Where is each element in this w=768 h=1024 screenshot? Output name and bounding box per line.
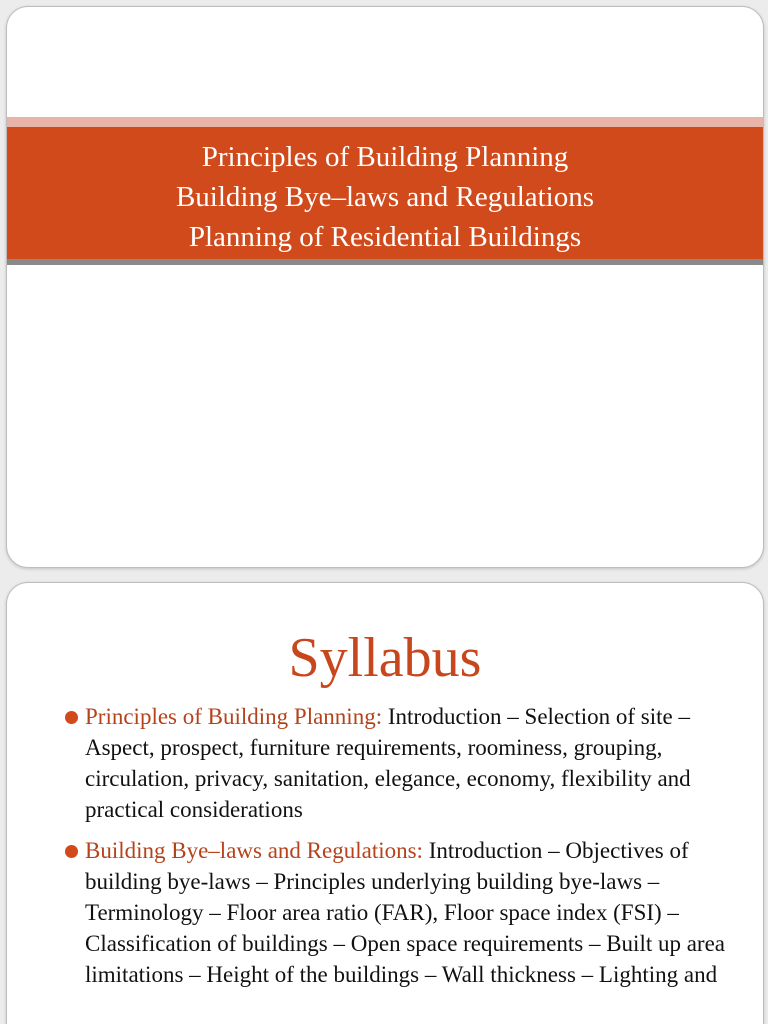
syllabus-heading: Syllabus xyxy=(288,627,482,689)
bullet-icon xyxy=(65,711,78,724)
bullet-topic: Principles of Building Planning: xyxy=(85,704,383,729)
title-line-2: Building Bye–laws and Regulations xyxy=(175,181,595,213)
syllabus-list xyxy=(85,701,737,1000)
title-line-1: Principles of Building Planning xyxy=(201,141,569,173)
title-slide xyxy=(6,6,764,568)
bullet-icon xyxy=(65,845,78,858)
bullet-text: Introduction – Selection of site – Aspect, prospect, furniture requirements, roominess, grouping, circulation, privacy, sanitation, elegance, economy, flexibility and practical considerations xyxy=(85,704,691,822)
title-band-highlight xyxy=(7,117,763,127)
syllabus-slide xyxy=(6,582,764,1024)
slide-title xyxy=(7,137,763,257)
list-item xyxy=(85,701,737,825)
bullet-text: Introduction – Objectives of building bye-laws – Principles underlying building bye-laws – Terminology – Floor area ratio (FAR), Floor space index (FSI) – Classification of buildings – Open space requirements – Built up area limitations – Height of the buildings – Wall thickness – Lighting and xyxy=(85,838,726,987)
list-item xyxy=(85,835,737,990)
bullet-topic: Building Bye–laws and Regulations: xyxy=(85,838,423,863)
title-band-shadow xyxy=(7,259,763,265)
title-line-3: Planning of Residential Buildings xyxy=(188,221,582,253)
